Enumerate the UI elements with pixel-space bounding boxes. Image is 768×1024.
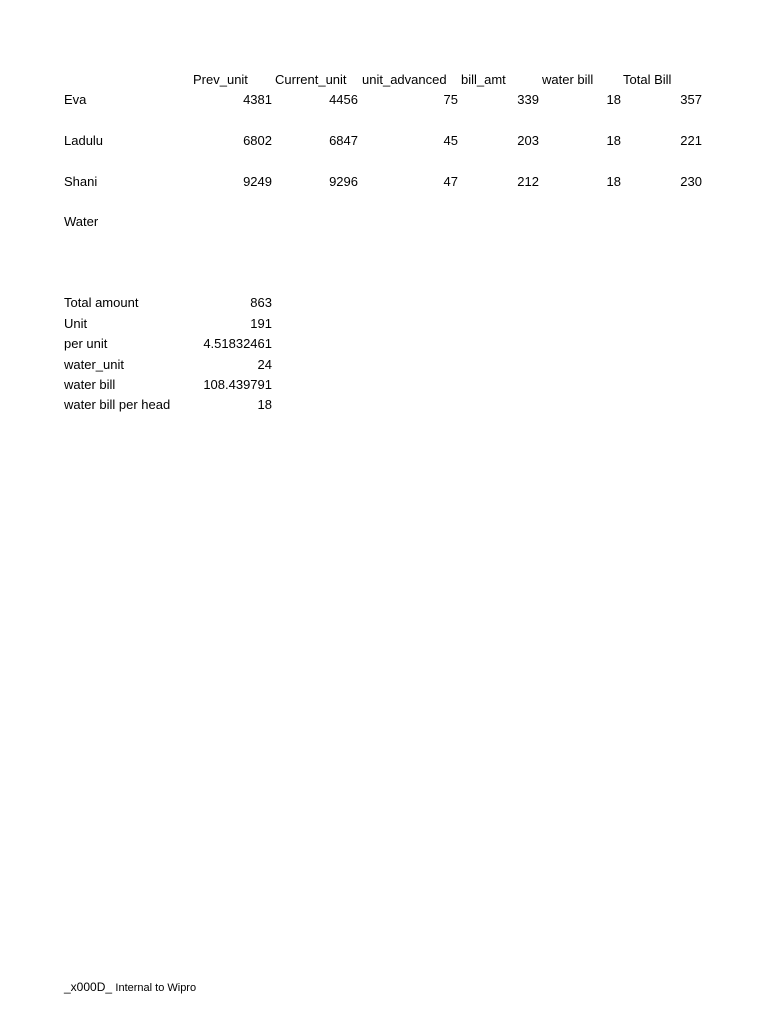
cell-prev-unit: 4381 (243, 92, 272, 107)
cell-unit-advanced: 47 (443, 174, 458, 189)
cell-total-bill: 230 (680, 174, 702, 189)
cell-bill-amt: 203 (517, 133, 539, 148)
summary-label-total-amount: Total amount (64, 295, 139, 310)
summary-label-water-unit: water_unit (64, 357, 124, 372)
summary-label-water-bill-per-head: water bill per head (64, 397, 171, 412)
cell-current-unit: 9296 (329, 174, 358, 189)
footer-classification-label: Internal to Wipro (115, 982, 197, 994)
header-water-bill: water bill (542, 72, 594, 87)
cell-bill-amt: 212 (517, 174, 539, 189)
header-bill-amt: bill_amt (461, 72, 506, 87)
summary-value-water-bill-per-head: 18 (257, 397, 272, 412)
cell-unit-advanced: 45 (443, 133, 458, 148)
water-row-label: Water (64, 214, 99, 229)
summary-value-per-unit: 4.51832461 (203, 336, 272, 351)
header-current-unit: Current_unit (275, 72, 347, 87)
header-unit-advanced: unit_advanced (362, 72, 447, 87)
summary-value-unit: 191 (250, 316, 272, 331)
summary-value-water-unit: 24 (257, 357, 272, 372)
row-name-shani: Shani (64, 174, 98, 189)
cell-total-bill: 357 (680, 92, 702, 107)
page-footer (64, 980, 196, 994)
summary-value-total-amount: 863 (250, 295, 272, 310)
summary-value-water-bill: 108.439791 (203, 377, 272, 392)
cell-bill-amt: 339 (517, 92, 539, 107)
row-name-ladulu: Ladulu (64, 133, 104, 148)
cell-current-unit: 6847 (329, 133, 358, 148)
cell-water-bill: 18 (606, 174, 621, 189)
cell-total-bill: 221 (680, 133, 702, 148)
footer-code: _x000D_ (64, 980, 113, 994)
summary-label-per-unit: per unit (64, 336, 108, 351)
summary-label-water-bill: water bill (64, 377, 116, 392)
header-total-bill: Total Bill (623, 72, 672, 87)
header-prev-unit: Prev_unit (193, 72, 248, 87)
cell-water-bill: 18 (606, 133, 621, 148)
cell-unit-advanced: 75 (443, 92, 458, 107)
summary-label-unit: Unit (64, 316, 88, 331)
row-name-eva: Eva (64, 92, 87, 107)
cell-water-bill: 18 (606, 92, 621, 107)
cell-prev-unit: 6802 (243, 133, 272, 148)
cell-current-unit: 4456 (329, 92, 358, 107)
cell-prev-unit: 9249 (243, 174, 272, 189)
